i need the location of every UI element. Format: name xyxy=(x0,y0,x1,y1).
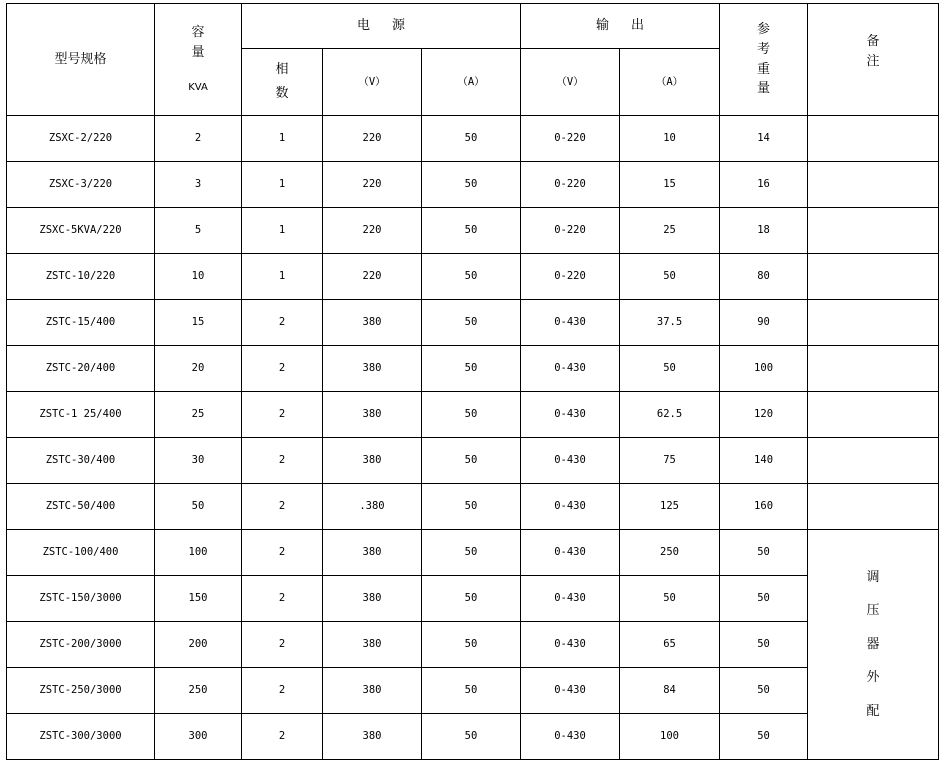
cell-power-current: 50 xyxy=(422,392,521,438)
cell-model: ZSXC-2/220 xyxy=(7,116,155,162)
cell-phase: 2 xyxy=(242,438,323,484)
cell-power-current: 50 xyxy=(422,714,521,760)
cell-phase: 2 xyxy=(242,576,323,622)
cell-output-current: 37.5 xyxy=(620,300,720,346)
cell-power-current: 50 xyxy=(422,530,521,576)
cell-capacity: 20 xyxy=(155,346,242,392)
table-row xyxy=(7,530,939,576)
cell-power-voltage: 380 xyxy=(323,576,422,622)
cell-model: ZSTC-20/400 xyxy=(7,346,155,392)
cell-model: ZSTC-250/3000 xyxy=(7,668,155,714)
cell-model: ZSTC-10/220 xyxy=(7,254,155,300)
cell-power-voltage: 380 xyxy=(323,438,422,484)
cell-remark-merged xyxy=(808,530,939,760)
cell-weight: 16 xyxy=(720,162,808,208)
cell-output-voltage: 0-430 xyxy=(521,530,620,576)
header-capacity-char: 量 xyxy=(191,44,205,60)
cell-power-current: 50 xyxy=(422,208,521,254)
header-phase-char: 数 xyxy=(275,86,289,101)
cell-output-current: 125 xyxy=(620,484,720,530)
header-output-voltage: （V） xyxy=(521,49,620,116)
remark-char: 器 xyxy=(866,636,880,652)
cell-weight: 90 xyxy=(720,300,808,346)
cell-power-voltage: .380 xyxy=(323,484,422,530)
cell-weight: 160 xyxy=(720,484,808,530)
cell-capacity: 300 xyxy=(155,714,242,760)
remark-char: 外 xyxy=(866,670,880,686)
cell-phase: 1 xyxy=(242,162,323,208)
cell-capacity: 3 xyxy=(155,162,242,208)
cell-capacity: 100 xyxy=(155,530,242,576)
cell-power-voltage: 380 xyxy=(323,346,422,392)
cell-power-voltage: 380 xyxy=(323,392,422,438)
cell-model: ZSTC-30/400 xyxy=(7,438,155,484)
cell-output-current: 75 xyxy=(620,438,720,484)
cell-output-voltage: 0-220 xyxy=(521,254,620,300)
cell-weight: 18 xyxy=(720,208,808,254)
cell-model: ZSTC-15/400 xyxy=(7,300,155,346)
header-weight-char: 量 xyxy=(757,81,771,97)
cell-power-current: 50 xyxy=(422,668,521,714)
cell-remark xyxy=(808,254,939,300)
header-capacity-unit: KVA xyxy=(188,82,208,94)
header-weight xyxy=(720,4,808,116)
cell-weight: 140 xyxy=(720,438,808,484)
cell-phase: 2 xyxy=(242,346,323,392)
cell-output-voltage: 0-430 xyxy=(521,668,620,714)
header-remark-char: 备 xyxy=(866,34,880,49)
header-capacity xyxy=(155,4,242,116)
table-row xyxy=(7,576,939,622)
cell-weight: 50 xyxy=(720,576,808,622)
cell-output-current: 25 xyxy=(620,208,720,254)
cell-remark xyxy=(808,162,939,208)
cell-output-voltage: 0-430 xyxy=(521,484,620,530)
cell-power-voltage: 220 xyxy=(323,208,422,254)
cell-output-voltage: 0-430 xyxy=(521,576,620,622)
cell-remark xyxy=(808,438,939,484)
cell-remark xyxy=(808,346,939,392)
cell-output-voltage: 0-430 xyxy=(521,438,620,484)
header-model: 型号规格 xyxy=(7,4,155,116)
cell-phase: 2 xyxy=(242,668,323,714)
cell-output-current: 15 xyxy=(620,162,720,208)
cell-power-current: 50 xyxy=(422,162,521,208)
cell-remark xyxy=(808,300,939,346)
header-power: 电源 xyxy=(242,4,521,49)
cell-capacity: 200 xyxy=(155,622,242,668)
cell-model: ZSXC-5KVA/220 xyxy=(7,208,155,254)
remark-char: 配 xyxy=(866,703,880,719)
table-row xyxy=(7,668,939,714)
cell-capacity: 150 xyxy=(155,576,242,622)
header-output-current: （A） xyxy=(620,49,720,116)
cell-model: ZSTC-50/400 xyxy=(7,484,155,530)
cell-phase: 2 xyxy=(242,300,323,346)
cell-weight: 14 xyxy=(720,116,808,162)
cell-output-voltage: 0-430 xyxy=(521,714,620,760)
cell-capacity: 2 xyxy=(155,116,242,162)
table-row xyxy=(7,392,939,438)
header-power-voltage: （V） xyxy=(323,49,422,116)
cell-power-current: 50 xyxy=(422,254,521,300)
cell-power-voltage: 220 xyxy=(323,162,422,208)
cell-power-voltage: 380 xyxy=(323,714,422,760)
table-row xyxy=(7,162,939,208)
header-row-1 xyxy=(7,4,939,49)
cell-output-current: 50 xyxy=(620,254,720,300)
cell-output-current: 100 xyxy=(620,714,720,760)
cell-output-voltage: 0-430 xyxy=(521,622,620,668)
header-phase xyxy=(242,49,323,116)
cell-capacity: 50 xyxy=(155,484,242,530)
header-remark-char: 注 xyxy=(866,53,880,69)
cell-weight: 50 xyxy=(720,530,808,576)
cell-weight: 50 xyxy=(720,668,808,714)
cell-power-voltage: 380 xyxy=(323,530,422,576)
cell-power-current: 50 xyxy=(422,622,521,668)
header-remark xyxy=(808,4,939,116)
header-weight-char: 考 xyxy=(757,41,771,57)
cell-power-current: 50 xyxy=(422,116,521,162)
cell-phase: 2 xyxy=(242,530,323,576)
cell-model: ZSTC-200/3000 xyxy=(7,622,155,668)
cell-output-voltage: 0-220 xyxy=(521,208,620,254)
cell-model: ZSTC-100/400 xyxy=(7,530,155,576)
cell-power-voltage: 220 xyxy=(323,116,422,162)
cell-remark xyxy=(808,208,939,254)
table-row xyxy=(7,622,939,668)
cell-capacity: 15 xyxy=(155,300,242,346)
cell-phase: 2 xyxy=(242,484,323,530)
table-row xyxy=(7,254,939,300)
remark-char: 压 xyxy=(866,603,880,619)
cell-output-current: 250 xyxy=(620,530,720,576)
table-row xyxy=(7,714,939,760)
cell-capacity: 10 xyxy=(155,254,242,300)
cell-output-voltage: 0-220 xyxy=(521,116,620,162)
cell-phase: 1 xyxy=(242,116,323,162)
cell-output-current: 84 xyxy=(620,668,720,714)
cell-remark xyxy=(808,116,939,162)
cell-power-current: 50 xyxy=(422,576,521,622)
cell-output-voltage: 0-220 xyxy=(521,162,620,208)
cell-capacity: 250 xyxy=(155,668,242,714)
cell-capacity: 5 xyxy=(155,208,242,254)
header-weight-char: 参 xyxy=(757,22,771,38)
cell-power-voltage: 220 xyxy=(323,254,422,300)
cell-phase: 1 xyxy=(242,254,323,300)
cell-output-voltage: 0-430 xyxy=(521,300,620,346)
cell-output-current: 50 xyxy=(620,346,720,392)
table-row xyxy=(7,438,939,484)
cell-phase: 2 xyxy=(242,714,323,760)
cell-power-current: 50 xyxy=(422,346,521,392)
cell-model: ZSTC-1 25/400 xyxy=(7,392,155,438)
cell-remark xyxy=(808,484,939,530)
cell-phase: 2 xyxy=(242,392,323,438)
cell-phase: 1 xyxy=(242,208,323,254)
cell-weight: 100 xyxy=(720,346,808,392)
cell-output-current: 62.5 xyxy=(620,392,720,438)
cell-weight: 50 xyxy=(720,622,808,668)
remark-char: 调 xyxy=(866,569,880,585)
table-row xyxy=(7,346,939,392)
table-row xyxy=(7,484,939,530)
header-capacity-char: 容 xyxy=(191,24,205,40)
cell-remark xyxy=(808,392,939,438)
spec-table xyxy=(6,3,939,760)
cell-phase: 2 xyxy=(242,622,323,668)
table-row xyxy=(7,208,939,254)
cell-weight: 50 xyxy=(720,714,808,760)
cell-power-current: 50 xyxy=(422,300,521,346)
cell-output-current: 10 xyxy=(620,116,720,162)
table-row xyxy=(7,116,939,162)
cell-power-voltage: 380 xyxy=(323,622,422,668)
cell-model: ZSXC-3/220 xyxy=(7,162,155,208)
cell-capacity: 30 xyxy=(155,438,242,484)
cell-model: ZSTC-150/3000 xyxy=(7,576,155,622)
cell-power-current: 50 xyxy=(422,484,521,530)
cell-output-current: 50 xyxy=(620,576,720,622)
cell-weight: 80 xyxy=(720,254,808,300)
header-output: 输出 xyxy=(521,4,720,49)
header-weight-char: 重 xyxy=(757,61,771,77)
header-power-current: （A） xyxy=(422,49,521,116)
cell-power-current: 50 xyxy=(422,438,521,484)
table-row xyxy=(7,300,939,346)
cell-weight: 120 xyxy=(720,392,808,438)
cell-power-voltage: 380 xyxy=(323,668,422,714)
cell-power-voltage: 380 xyxy=(323,300,422,346)
header-phase-char: 相 xyxy=(275,62,289,78)
cell-output-current: 65 xyxy=(620,622,720,668)
cell-capacity: 25 xyxy=(155,392,242,438)
cell-output-voltage: 0-430 xyxy=(521,392,620,438)
cell-model: ZSTC-300/3000 xyxy=(7,714,155,760)
cell-output-voltage: 0-430 xyxy=(521,346,620,392)
